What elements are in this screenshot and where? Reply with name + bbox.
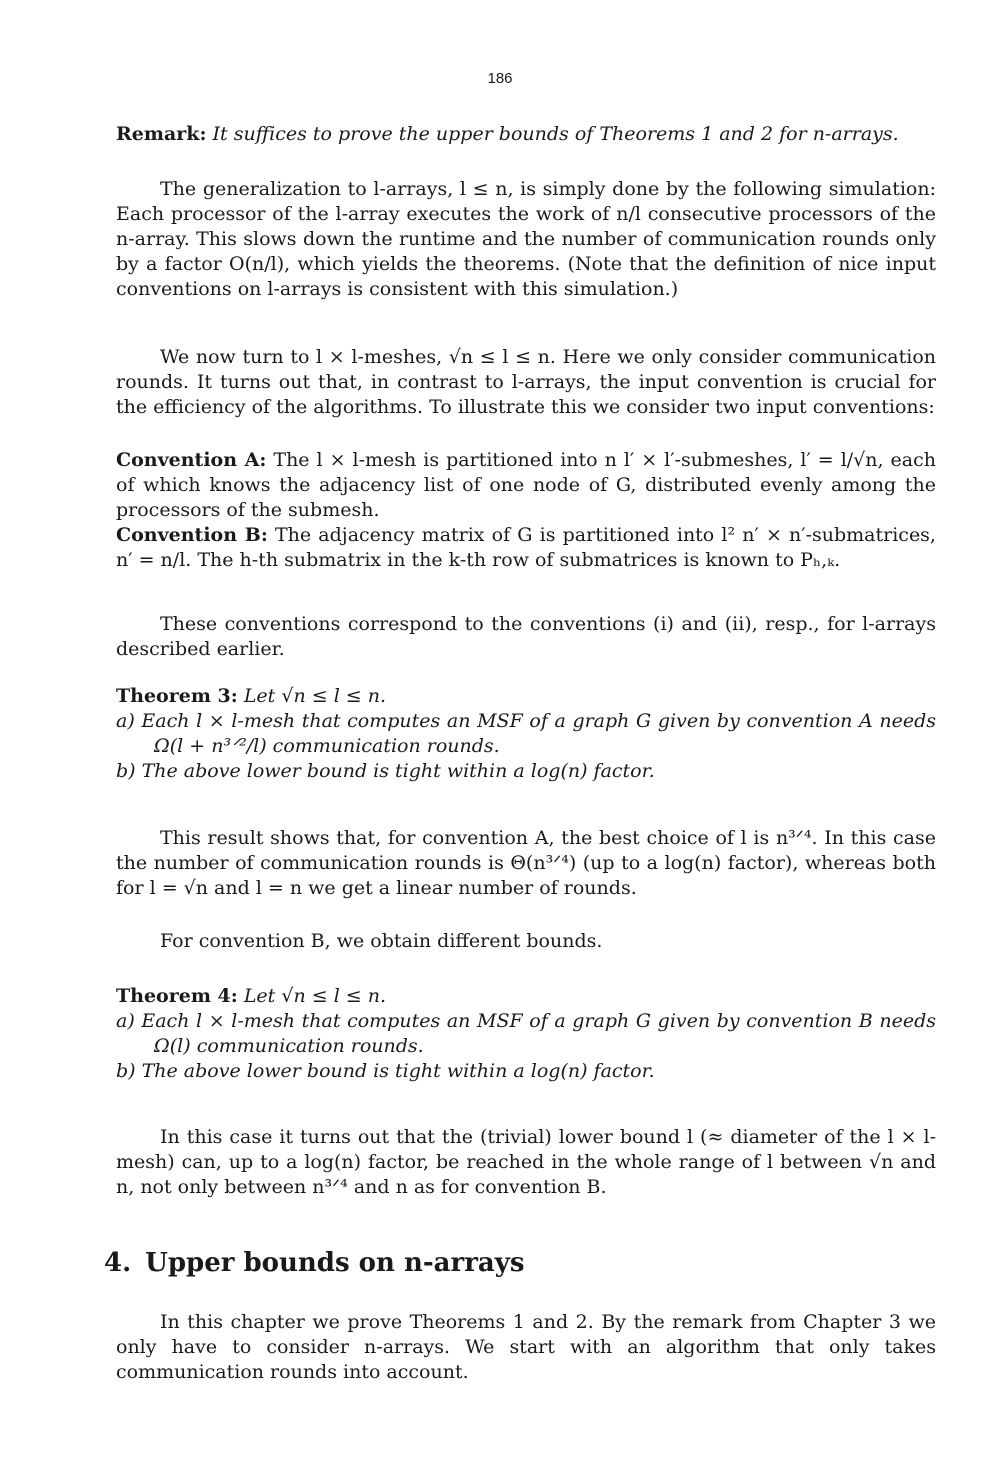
- theorem-4: [116, 984, 936, 1084]
- paragraph-3: These conventions correspond to the conventions (i) and (ii), resp., for l-arrays described earlier.: [116, 613, 936, 660]
- paragraph-generalization: [116, 177, 936, 302]
- paragraph-chapter-intro: [116, 1310, 936, 1385]
- convention-b-label: Convention B:: [116, 524, 268, 546]
- section-title: Upper bounds on n-arrays: [145, 1248, 525, 1278]
- paragraph-7: In this chapter we prove Theorems 1 and 2. By the remark from Chapter 3 we only have to consider n-arrays. We start with an algorithm that only takes communication rounds into account.: [116, 1311, 936, 1383]
- theorem-3-label: Theorem 3:: [116, 685, 238, 707]
- theorem-3-part-b: b) The above lower bound is tight within a log(n) factor.: [116, 760, 655, 782]
- section-number: 4.: [104, 1248, 132, 1278]
- theorem-4-part-a: a) Each l × l-mesh that computes an MSF of a graph G given by convention B needs Ω(l) communication rounds.: [116, 1010, 936, 1057]
- section-heading: [104, 1248, 539, 1278]
- paragraph-meshes: [116, 345, 936, 420]
- paragraph-trivial-bound: [116, 1125, 936, 1200]
- paragraph-result: [116, 826, 936, 901]
- paragraph-6: In this case it turns out that the (trivial) lower bound l (≈ diameter of the l × l-mesh) can, up to a log(n) factor, be reached in the whole range of l between √n and n, not only between n³ᐟ⁴ and n as for convention B.: [116, 1126, 936, 1198]
- theorem-3-part-a: a) Each l × l-mesh that computes an MSF of a graph G given by convention A needs Ω(l + n³ᐟ²/l) communication rounds.: [116, 710, 936, 757]
- theorem-3-statement: Let √n ≤ l ≤ n.: [243, 685, 387, 707]
- paragraph-1: The generalization to l-arrays, l ≤ n, is simply done by the following simulation: Each processor of the l-array executes the work of n/l consecutive processors of the n-array. This slows down the runtime and the number of communication rounds only by a factor O(n/l), which yields the theorems. (Note that the definition of nice input conventions on l-arrays is consistent with this simulation.): [116, 178, 936, 300]
- paragraph-4: This result shows that, for convention A, the best choice of l is n³ᐟ⁴. In this case the number of communication rounds is Θ(n³ᐟ⁴) (up to a log(n) factor), whereas both for l = √n and l = n we get a linear number of rounds.: [116, 827, 936, 899]
- theorem-4-statement: Let √n ≤ l ≤ n.: [243, 985, 387, 1007]
- paragraph-2: We now turn to l × l-meshes, √n ≤ l ≤ n. Here we only consider communication rounds. It turns out that, in contrast to l-arrays, the input convention is crucial for the efficiency of the algorithms. To illustrate this we consider two input conventions:: [116, 346, 936, 418]
- convention-b-text: The adjacency matrix of G is partitioned into l² n′ × n′-submatrices, n′ = n/l. The h-th submatrix in the k-th row of submatrices is known to Pₕ,ₖ.: [116, 524, 936, 571]
- conventions: [116, 448, 936, 573]
- theorem-4-label: Theorem 4:: [116, 985, 238, 1007]
- convention-a-text: The l × l-mesh is partitioned into n l′ × l′-submeshes, l′ = l/√n, each of which knows the adjacency list of one node of G, distributed evenly among the processors of the submesh.: [116, 449, 937, 521]
- paragraph-5: For convention B, we obtain different bounds.: [160, 930, 603, 952]
- remark-text: It suffices to prove the upper bounds of Theorems 1 and 2 for n-arrays.: [212, 123, 899, 145]
- page-number: 186: [487, 70, 513, 87]
- paragraph-correspondence: [116, 612, 936, 662]
- convention-a-label: Convention A:: [116, 449, 267, 471]
- remark: [116, 122, 936, 147]
- theorem-3: [116, 684, 936, 784]
- remark-label: Remark:: [116, 123, 207, 145]
- theorem-4-part-b: b) The above lower bound is tight within a log(n) factor.: [116, 1060, 655, 1082]
- paragraph-convention-b: [116, 929, 936, 954]
